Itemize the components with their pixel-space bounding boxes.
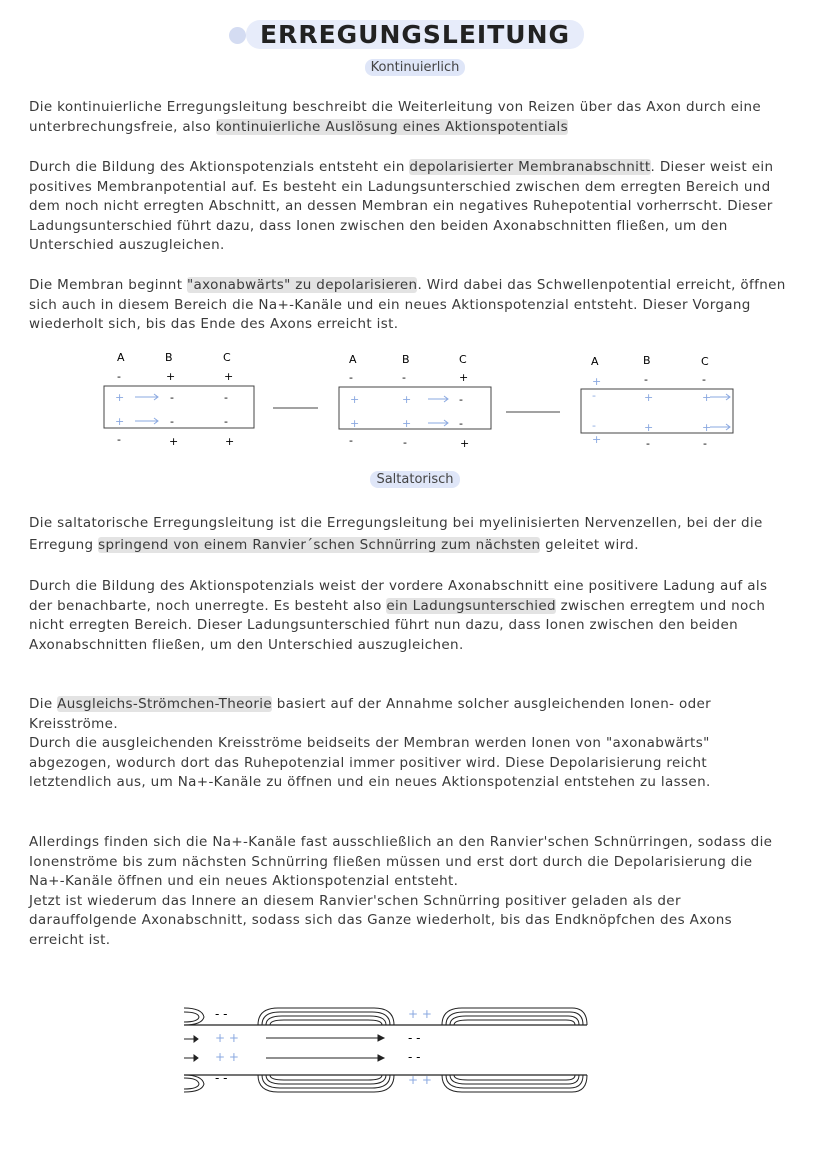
p3-inner-bottom-c: + xyxy=(702,421,712,434)
saltatory-conduction-diagram xyxy=(178,998,593,1094)
panel-3 xyxy=(581,354,733,450)
label-a-3: A xyxy=(591,355,599,368)
p2-inner-top-b: + xyxy=(402,393,412,406)
highlight-4: springend von einem Ranvier´schen Schnürring zum nächsten xyxy=(98,537,541,553)
paragraph-4: Die saltatorische Erregungsleitung ist die Erregungsleitung bei myelinisierten Nervenzellen, bei der die Erregung springend von einem Ranvier´schen Schnürring zum nächsten geleitet wird. xyxy=(29,515,763,553)
paragraph-6: Die Ausgleichs-Strömchen-Theorie basiert auf der Annahme solcher ausgleichenden Ionen- oder Kreisströme. Durch die ausgleichenden Kreisströme beidseits der Membran werden Ionen von "axonabwärts" abgezogen, wodurch dort das Ruhepotenzial immer positiver wird. Diese Depolarisierung reicht letztendlich aus, um Na+-Kanäle zu öffnen und ein neues Aktionspotenzial entstehen zu lassen. xyxy=(29,696,712,791)
p2-top-b: - xyxy=(402,371,406,384)
p2-inner-top-c: - xyxy=(459,393,463,406)
paragraph-3: Die Membran beginnt "axonabwärts" zu depolarisieren. Wird dabei das Schwellenpotential erreicht, öffnen sich auch in diesem Bereich die Na+-Kanäle und ein neues Aktionspotenzial entsteht. Dieser Vorgang wiederholt sich, bis das Ende des Axons erreicht ist. xyxy=(29,277,786,333)
p1-inner-bottom-b: - xyxy=(170,415,174,428)
p1-top-a: - xyxy=(117,370,121,383)
p3-inner-top-c: + xyxy=(702,391,712,404)
p2-bottom-b: - xyxy=(403,436,407,449)
p1-inner-top-b: - xyxy=(170,391,174,404)
node-outer-charges-bottom: + + xyxy=(408,1073,432,1087)
p2-inner-bottom-b: + xyxy=(402,417,412,430)
p2-bottom-a: - xyxy=(349,434,353,447)
p2-bottom-c: + xyxy=(460,437,470,450)
p1-top-b: + xyxy=(166,370,176,383)
paragraph-1: Die kontinuierliche Erregungsleitung beschreibt die Weiterleitung von Reizen über das Axon durch eine unterbrechungsfreie, also kontinuierliche Auslösung eines Aktionspotentials xyxy=(29,99,762,135)
left-node-outer-charges-bottom: - - xyxy=(215,1071,228,1085)
left-node-inner-charges-1: + + xyxy=(215,1031,239,1045)
p3-bottom-a: + xyxy=(592,433,602,446)
p3-inner-bottom-b: + xyxy=(644,421,654,434)
label-c-1: C xyxy=(223,351,231,364)
p3-top-b: - xyxy=(644,373,648,386)
highlight-1: kontinuierliche Auslösung eines Aktionspotentials xyxy=(215,118,569,135)
p3-inner-top-a: - xyxy=(592,389,596,402)
label-c-3: C xyxy=(701,355,709,368)
left-node-inner-charges-2: + + xyxy=(215,1050,239,1064)
continuous-conduction-diagram xyxy=(90,345,750,455)
label-a-1: A xyxy=(117,351,125,364)
p1-top-c: + xyxy=(224,370,234,383)
highlight-2: depolarisierter Membranabschnitt xyxy=(409,159,651,175)
p3-bottom-b: - xyxy=(646,437,650,450)
p1-inner-top-a: + xyxy=(115,391,125,404)
p2-inner-bottom-a: + xyxy=(350,417,360,430)
myelin-sheath-right xyxy=(442,1008,587,1092)
p1-bottom-c: + xyxy=(225,435,235,448)
p1-inner-top-c: - xyxy=(224,391,228,404)
ion-current-arrows xyxy=(266,1035,384,1061)
page-title: ERREGUNGSLEITUNG xyxy=(240,20,590,49)
node-inner-charges-2: - - xyxy=(408,1050,421,1064)
panel-1 xyxy=(104,351,254,448)
p3-inner-bottom-a: - xyxy=(592,419,596,432)
paragraph-2: Durch die Bildung des Aktionspotenzials entsteht ein depolarisierter Membranabschnitt. Dieser weist ein positives Membranpotential auf. Es besteht ein Ladungsunterschied zwischen dem erregten Bereich und dem noch nicht erregten Abschnitt, an dessen Membran ein negatives Ruhepotential vorherrscht. Dieser Ladungsunterschied führt dazu, dass Ionen zwischen den beiden Axonabschnitten fließen, um den Unterschied auszugleichen. xyxy=(29,159,774,254)
p2-inner-top-a: + xyxy=(350,393,360,406)
p3-top-c: - xyxy=(702,373,706,386)
p3-inner-top-b: + xyxy=(644,391,654,404)
section-heading-kontinuierlich: Kontinuierlich xyxy=(290,60,540,75)
left-node-outer-charges: - - xyxy=(215,1007,228,1021)
highlight-5: ein Ladungsunterschied xyxy=(386,597,556,614)
myelin-sheath-middle xyxy=(258,1008,394,1092)
p1-inner-bottom-c: - xyxy=(224,415,228,428)
p2-top-c: + xyxy=(459,371,469,384)
label-a-2: A xyxy=(349,353,357,366)
label-b-1: B xyxy=(165,351,173,364)
p2-top-a: - xyxy=(349,371,353,384)
node-outer-charges-top: + + xyxy=(408,1007,432,1021)
p2-inner-bottom-c: - xyxy=(459,417,463,430)
highlight-3: "axonabwärts" zu depolarisieren xyxy=(187,277,418,293)
node-inner-charges-1: - - xyxy=(408,1031,421,1045)
p3-bottom-c: - xyxy=(703,437,707,450)
p1-inner-bottom-a: + xyxy=(115,415,125,428)
label-b-3: B xyxy=(643,354,651,367)
p3-top-a: + xyxy=(592,375,602,388)
section-heading-saltatorisch: Saltatorisch xyxy=(290,472,540,487)
p1-bottom-a: - xyxy=(117,433,121,446)
panel-2 xyxy=(339,353,491,450)
p1-bottom-b: + xyxy=(169,435,179,448)
highlight-6: Ausgleichs-Strömchen-Theorie xyxy=(57,696,273,712)
paragraph-7: Allerdings finden sich die Na+-Kanäle fast ausschließlich an den Ranvier'schen Schnürringen, sodass die Ionenströme bis zum nächsten Schnürring fließen müssen und erst dort durch die Depolarisierung die Na+-Kanäle öffnen und ein neues Aktionspotenzial entsteht. Jetzt ist wiederum das Innere an diesem Ranvier'schen Schnürring positiver geladen als der darauffolgende Axonabschnitt, sodass sich das Ganze wiederholt, bis das Endknöpfchen des Axons erreicht ist. xyxy=(29,834,773,948)
paragraph-5: Durch die Bildung des Aktionspotenzials weist der vordere Axonabschnitt eine positivere Ladung auf als der benachbarte, noch unerregte. Es besteht also ein Ladungsunterschied zwischen erregtem und noch nicht erregten Bereich. Dieser Ladungsunterschied führt nun dazu, dass Ionen zwischen den beiden Axonabschnitten fließen, um den Unterschied auszugleichen. xyxy=(29,578,768,653)
label-b-2: B xyxy=(402,353,410,366)
label-c-2: C xyxy=(459,353,467,366)
